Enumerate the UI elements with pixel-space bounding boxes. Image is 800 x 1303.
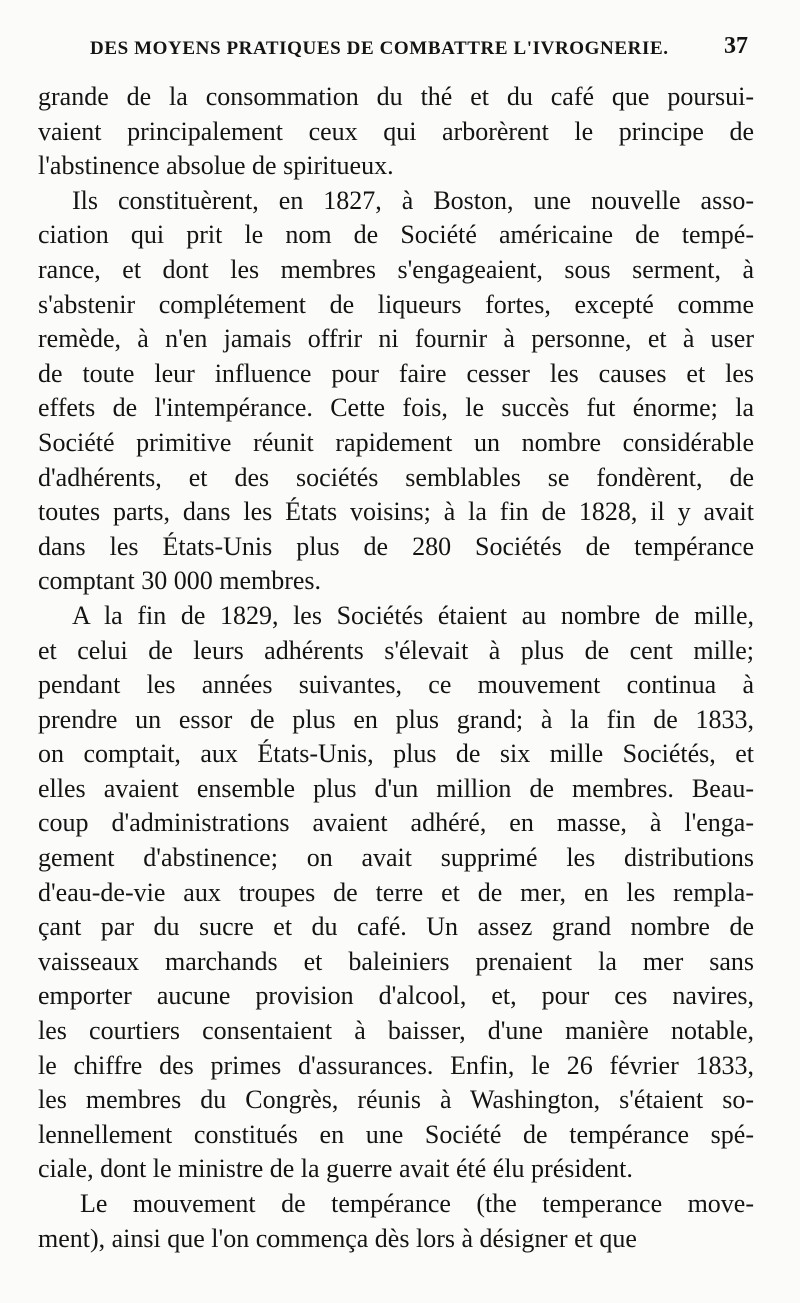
text-line: de toute leur influence pour faire cesser les causes et les — [38, 358, 754, 388]
text-line: toutes parts, dans les États voisins; à la fin de 1828, il y avait — [38, 497, 754, 527]
text-line: comptant 30 000 membres. — [38, 566, 322, 596]
text-line: l'abstinence absolue de spiritueux. — [38, 151, 394, 181]
text-line: vaisseaux marchands et baleiniers prenaient la mer sans — [38, 946, 754, 976]
text-line: pendant les années suivantes, ce mouvement continua à — [38, 670, 754, 700]
text-line: lennellement constitués en une Société de tempérance spé- — [38, 1119, 754, 1149]
text-line: emporter aucune provision d'alcool, et, pour ces navires, — [38, 981, 754, 1011]
text-line: ment), ainsi que l'on commença dès lors à désigner et que — [38, 1223, 637, 1253]
text-line: gement d'abstinence; on avait supprimé les distributions — [38, 843, 754, 873]
text-line: et celui de leurs adhérents s'élevait à plus de cent mille; — [38, 635, 754, 665]
text-line: s'abstenir complétement de liqueurs fortes, excepté comme — [38, 289, 754, 319]
text-line: remède, à n'en jamais offrir ni fournir à personne, et à user — [38, 324, 754, 354]
body-text — [38, 80, 754, 1256]
text-line: d'adhérents, et des sociétés semblables se fondèrent, de — [38, 462, 754, 492]
text-line: dans les États-Unis plus de 280 Sociétés de tempérance — [38, 531, 754, 561]
running-title: DES MOYENS PRATIQUES DE COMBATTRE L'IVROGNERIE. — [90, 38, 669, 59]
text-line: çant par du sucre et du café. Un assez grand nombre de — [38, 912, 754, 942]
text-line: coup d'administrations avaient adhéré, en masse, à l'enga- — [38, 808, 754, 838]
running-head — [90, 34, 770, 64]
text-line: le chiffre des primes d'assurances. Enfin, le 26 février 1833, — [38, 1050, 754, 1080]
page-number: 37 — [724, 33, 748, 59]
text-line: prendre un essor de plus en plus grand; à la fin de 1833, — [38, 704, 754, 734]
text-line: les courtiers consentaient à baisser, d'une manière notable, — [38, 1016, 754, 1046]
text-line: on comptait, aux États-Unis, plus de six mille Sociétés, et — [38, 739, 754, 769]
text-line: A la fin de 1829, les Sociétés étaient au nombre de mille, — [72, 600, 754, 630]
text-line: Ils constituèrent, en 1827, à Boston, une nouvelle asso- — [72, 185, 754, 215]
text-line: ciation qui prit le nom de Société américaine de tempé- — [38, 220, 754, 250]
text-line: rance, et dont les membres s'engageaient, sous serment, à — [38, 254, 754, 284]
text-line: d'eau-de-vie aux troupes de terre et de mer, en les rempla- — [38, 877, 754, 907]
text-line: les membres du Congrès, réunis à Washington, s'étaient so- — [38, 1085, 754, 1115]
text-line: elles avaient ensemble plus d'un million de membres. Beau- — [38, 773, 754, 803]
text-line: grande de la consommation du thé et du café que poursui- — [38, 82, 754, 111]
text-line: vaient principalement ceux qui arborèrent le principe de — [38, 116, 754, 146]
text-line: Le mouvement de tempérance (the temperance move- — [80, 1189, 754, 1218]
text-line: ciale, dont le ministre de la guerre avait été élu président. — [38, 1154, 633, 1184]
text-line: Société primitive réunit rapidement un nombre considérable — [38, 427, 754, 457]
text-line: effets de l'intempérance. Cette fois, le succès fut énorme; la — [38, 393, 754, 423]
